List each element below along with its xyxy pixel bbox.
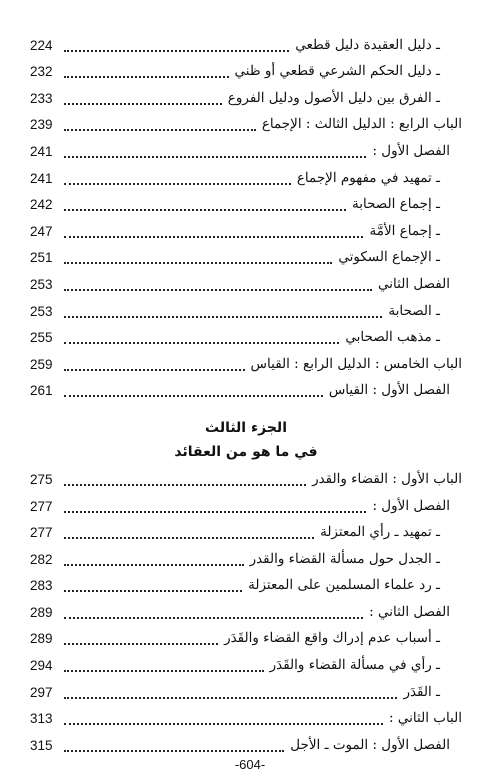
dot-leader [64, 314, 382, 318]
toc-entry [30, 650, 462, 677]
toc-entry [30, 597, 462, 624]
toc-entry-title: ـ دليل الحكم الشرعي قطعي أو ظني [234, 63, 440, 80]
toc-section-2 [30, 464, 462, 757]
toc-entry-title: الفصل الثاني : [369, 603, 450, 620]
toc-entry [30, 730, 462, 757]
dot-leader [64, 234, 363, 238]
toc-entry [30, 57, 462, 84]
part-subtitle: في ما هو من العقائد [174, 444, 318, 461]
toc-entry [30, 30, 462, 57]
toc-entry [30, 216, 462, 243]
toc-page-number: 289 [30, 631, 53, 647]
dot-leader [64, 340, 339, 344]
toc-entry-title: ـ الإجماع السكوتي [338, 249, 440, 266]
dot-leader [64, 181, 291, 185]
dot-leader [64, 154, 366, 158]
toc-page-number: 261 [30, 383, 53, 399]
toc-entry-title: الفصل الأول : [372, 497, 450, 514]
toc-entry-title: ـ القَدَر [403, 683, 440, 700]
dot-leader [64, 393, 323, 397]
dot-leader [64, 721, 383, 725]
toc-page-number: 247 [30, 223, 53, 239]
toc-entry [30, 544, 462, 571]
dot-leader [64, 207, 346, 211]
toc-page-number: 233 [30, 90, 53, 106]
toc-entry-title: ـ الصحابة [388, 302, 440, 319]
toc-entry-title: ـ رأي في مسألة القضاء والقَدَر [269, 657, 440, 674]
toc-entry-title: الباب الأول : القضاء والقدر [312, 470, 462, 487]
toc-page-number: 277 [30, 525, 53, 541]
toc-entry [30, 83, 462, 110]
toc-entry-title: الفصل الأول : [372, 142, 450, 159]
toc-entry [30, 163, 462, 190]
toc-page-number: 253 [30, 303, 53, 319]
toc-entry-title: ـ الفرق بين دليل الأصول ودليل الفروع [227, 89, 440, 106]
toc-entry [30, 296, 462, 323]
part-title: الجزء الثالث [205, 420, 287, 437]
toc-entry [30, 491, 462, 518]
toc-entry-title: ـ إجماع الأمَّة [369, 222, 440, 239]
toc-entry [30, 190, 462, 217]
toc-page-number: 232 [30, 64, 53, 80]
toc-page-number: 251 [30, 250, 53, 266]
toc-entry-title: ـ الجدل حول مسألة القضاء والقدر [249, 550, 440, 567]
dot-leader [64, 748, 284, 752]
toc-page-number: 241 [30, 143, 53, 159]
dot-leader [64, 74, 229, 78]
toc-entry [30, 464, 462, 491]
toc-entry-title: الباب الرابع : الدليل الثالث : الإجماع [261, 116, 462, 133]
page-number: -604- [234, 757, 266, 772]
toc-page-number: 259 [30, 356, 53, 372]
toc-entry [30, 349, 462, 376]
toc-entry [30, 110, 462, 137]
dot-leader [64, 260, 332, 264]
dot-leader [64, 367, 245, 371]
toc-entry [30, 704, 462, 731]
toc-entry [30, 136, 462, 163]
toc-entry-title: ـ إجماع الصحابة [351, 196, 440, 213]
toc-entry-title: ـ رد علماء المسلمين على المعتزلة [248, 577, 440, 594]
toc-page-number: 277 [30, 498, 53, 514]
dot-leader [64, 127, 256, 131]
toc-entry [30, 269, 462, 296]
toc-entry [30, 323, 462, 350]
table-of-contents [30, 30, 462, 757]
toc-page-number: 239 [30, 117, 53, 133]
toc-page-number: 294 [30, 658, 53, 674]
dot-leader [64, 101, 222, 105]
toc-page-number: 241 [30, 170, 53, 186]
toc-page-number: 315 [30, 737, 53, 753]
toc-entry-title: الفصل الأول : القياس [328, 382, 450, 399]
toc-page-number: 242 [30, 197, 53, 213]
toc-entry-title: الباب الخامس : الدليل الرابع : القياس [250, 355, 462, 372]
toc-section-1 [30, 30, 462, 402]
toc-page-number: 283 [30, 578, 53, 594]
toc-entry-title: ـ تمهيد ـ رأي المعتزلة [320, 524, 440, 541]
dot-leader [64, 48, 289, 52]
toc-entry-title: ـ مذهب الصحابي [345, 329, 440, 346]
toc-page-number: 255 [30, 330, 53, 346]
dot-leader [64, 615, 363, 619]
toc-entry [30, 518, 462, 545]
dot-leader [64, 482, 306, 486]
dot-leader [64, 668, 264, 672]
toc-entry [30, 571, 462, 598]
toc-entry-title: الفصل الأول : الموت ـ الأجل [290, 736, 450, 753]
toc-entry [30, 243, 462, 270]
toc-page-number: 289 [30, 604, 53, 620]
toc-entry [30, 376, 462, 403]
toc-entry-title: ـ أسباب عدم إدراك واقع القضاء والقَدَر [224, 630, 440, 647]
toc-page-number: 282 [30, 551, 53, 567]
toc-page-number: 313 [30, 711, 53, 727]
dot-leader [64, 287, 372, 291]
toc-entry [30, 677, 462, 704]
toc-page-number: 297 [30, 684, 53, 700]
toc-entry [30, 624, 462, 651]
dot-leader [64, 535, 314, 539]
toc-entry-title: ـ دليل العقيدة دليل قطعي [295, 36, 440, 53]
dot-leader [64, 588, 242, 592]
dot-leader [64, 695, 397, 699]
toc-entry-title: ـ تمهيد في مفهوم الإجماع [296, 169, 440, 186]
toc-page-number: 224 [30, 37, 53, 53]
toc-page-number: 253 [30, 276, 53, 292]
toc-entry-title: الفصل الثاني [378, 275, 450, 292]
dot-leader [64, 509, 366, 513]
toc-page-number: 275 [30, 471, 53, 487]
toc-entry-title: الباب الثاني : [389, 710, 462, 727]
dot-leader [64, 641, 218, 645]
dot-leader [64, 562, 244, 566]
